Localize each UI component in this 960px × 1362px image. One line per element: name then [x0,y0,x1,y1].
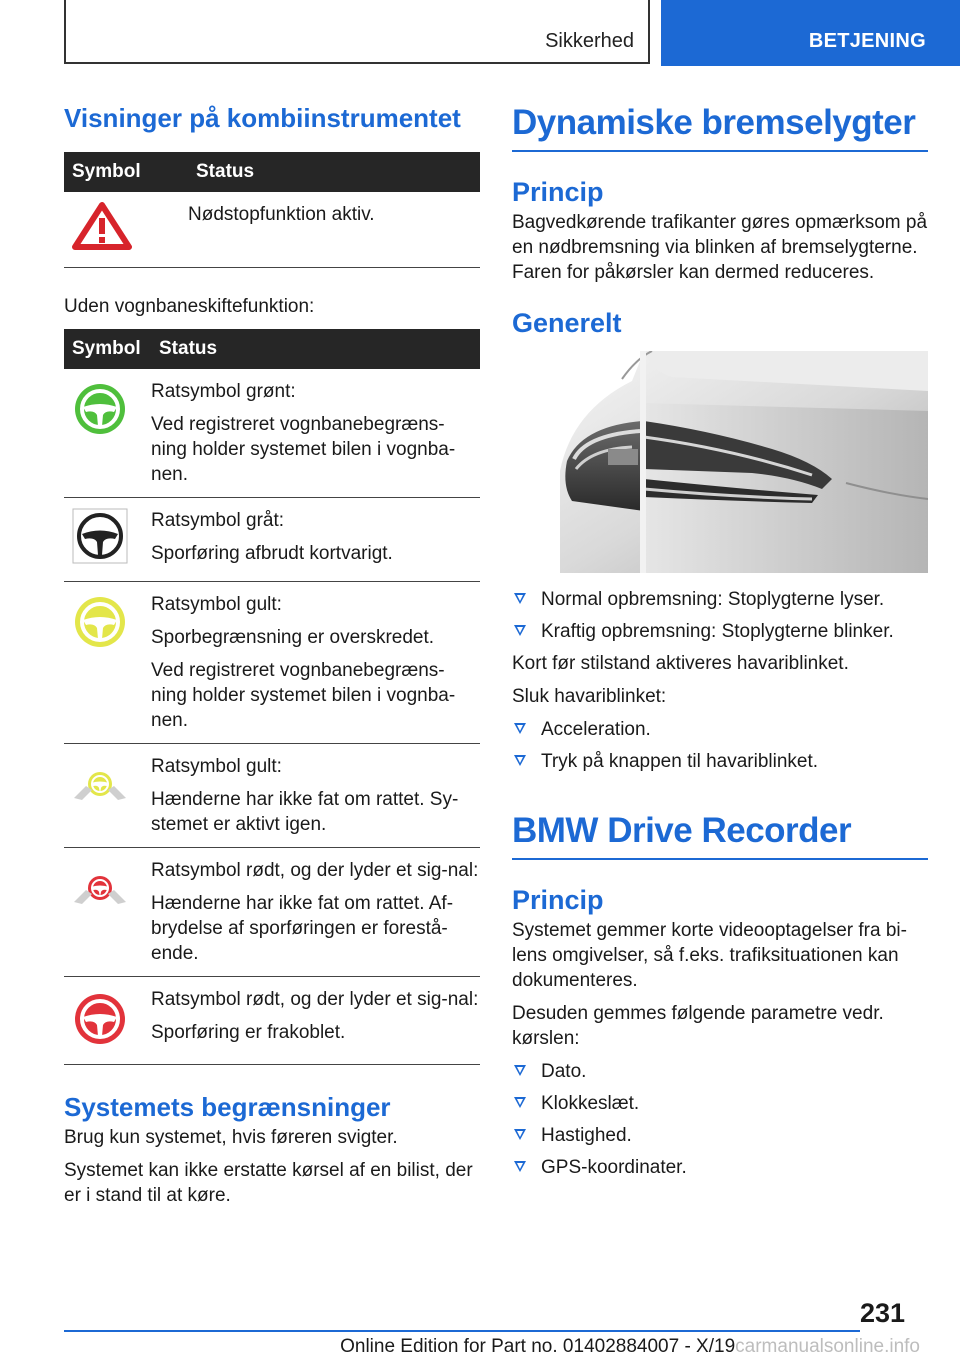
right-column [512,100,928,1187]
subsection-title-general: Generelt [512,308,622,338]
triangle-bullet-icon [514,1161,526,1172]
footer-edition [0,1336,920,1358]
triangle-bullet-icon [514,1129,526,1140]
table-header-row [64,329,480,369]
status-line: Sporføring afbrudt kortvarigt. [151,543,393,564]
hands-on-wheel-yellow-icon [72,760,128,810]
list-item: Klokkeslæt. [512,1091,928,1116]
status-line: Ratsymbol grønt: [151,381,296,402]
symbol-table-1 [64,152,480,268]
footer-divider [64,1330,860,1332]
symbol-cell [64,582,151,744]
footer-watermark: carmanualsonline.info [735,1336,920,1357]
status-cell [151,369,480,498]
list-item: GPS-koordinater. [512,1155,928,1180]
col-header-symbol: Symbol [64,329,151,369]
symbol-cell [64,977,151,1065]
list-item: Hastighed. [512,1123,928,1148]
status-line: Ratsymbol rødt, og der lyder et sig-nal: [151,989,479,1010]
table-row [64,977,480,1065]
status-line: Ved registreret vognbanebegræns-ning holder systemet bilen i vognba-nen. [151,414,456,485]
section-title-dynamic-brake-lights: Dynamiske bremselygter [512,100,928,152]
status-line: Hænderne har ikke fat om rattet. Af-brydelse af sporføringen er forestå-ende. [151,893,454,964]
status-cell [188,192,480,268]
header-chapter-tab [661,0,960,66]
table-row [64,369,480,498]
steering-wheel-red-icon [72,991,128,1047]
status-cell [151,848,480,977]
symbol-table-2 [64,329,480,1065]
list-item: Normal opbremsning: Stoplygterne lyser. [512,587,928,612]
status-line: Sporbegrænsning er overskredet. [151,627,435,648]
list-item: Tryk på knappen til havariblinket. [512,749,928,774]
header-section-label: Sikkerhed [545,30,634,52]
list-item: Kraftig opbremsning: Stoplygterne blinker. [512,619,928,644]
hazard-off-paragraph: Sluk havariblinket: [512,686,667,707]
symbol-cell [64,848,151,977]
symbol-cell [64,192,188,268]
list-item: Acceleration. [512,717,928,742]
status-line: Ved registreret vognbanebegræns-ning holder systemet bilen i vognba-nen. [151,660,456,731]
triangle-bullet-icon [514,723,526,734]
status-cell [151,582,480,744]
steering-wheel-gray-icon [72,508,128,564]
steering-wheel-yellow-icon [72,594,128,650]
col-header-status: Status [151,329,480,369]
subsection-title-principle: Princip [512,177,604,207]
status-cell [151,744,480,848]
status-line: Ratsymbol gråt: [151,510,285,531]
page-header [0,0,960,66]
status-line: Sporføring er frakoblet. [151,1022,346,1043]
status-line: Ratsymbol gult: [151,756,282,777]
page-number: 231 [860,1298,906,1328]
symbol-cell [64,369,151,498]
table-row [64,744,480,848]
principle-paragraph: Bagvedkørende trafikanter gøres opmærksom på en nødbremsning via blinken af bremselygterne. Faren for påkørsler kan dermed reduceres. [512,212,928,283]
brake-bullet-list [512,587,928,644]
table-header-row [64,152,480,192]
symbol-cell [64,744,151,848]
header-chapter-label: BETJENING [808,30,926,52]
limits-paragraph-2: Systemet kan ikke erstatte kørsel af en bilist, der er i stand til at køre. [64,1160,473,1206]
status-line: Nødstopfunktion aktiv. [188,204,375,225]
status-line: Hænderne har ikke fat om rattet. Sy-stemet er aktivt igen. [151,789,459,835]
triangle-bullet-icon [514,625,526,636]
status-cell [151,977,480,1065]
col-header-symbol: Symbol [64,152,188,192]
list-item: Dato. [512,1059,928,1084]
steering-wheel-green-icon [72,381,128,437]
table-row [64,848,480,977]
footer-edition-text: Online Edition for Part no. 01402884007 - X/19 [340,1336,736,1357]
section-title-drive-recorder: BMW Drive Recorder [512,808,928,860]
status-line: Ratsymbol gult: [151,594,282,615]
table-row [64,582,480,744]
status-cell [151,498,480,582]
recorder-principle-paragraph: Systemet gemmer korte videooptagelser fra bi-lens omgivelser, så f.eks. trafiksituationen kan dokumenteres. [512,920,907,991]
triangle-bullet-icon [514,755,526,766]
section-title-limits: Systemets begrænsninger [64,1092,391,1122]
hazard-off-bullet-list [512,717,928,774]
triangle-bullet-icon [514,593,526,604]
table-row [64,192,480,268]
table-row [64,498,480,582]
hazard-paragraph: Kort før stilstand aktiveres havariblinket. [512,653,849,674]
symbol-cell [64,498,151,582]
hands-on-wheel-red-icon [72,864,128,914]
subsection-title-principle-2: Princip [512,885,604,915]
triangle-bullet-icon [514,1097,526,1108]
header-section-box [64,0,650,64]
warning-triangle-icon [72,202,132,250]
intro-no-lane-change: Uden vognbaneskiftefunktion: [64,296,315,317]
col-header-status: Status [188,152,480,192]
limits-paragraph-1: Brug kun systemet, hvis føreren svigter. [64,1127,398,1148]
recorder-params-list [512,1059,928,1180]
section-title-displays: Visninger på kombiinstrumentet [64,103,461,133]
rear-light-illustration [512,351,928,573]
status-line: Ratsymbol rødt, og der lyder et sig-nal: [151,860,479,881]
recorder-params-paragraph: Desuden gemmes følgende parametre vedr. kørslen: [512,1003,884,1049]
triangle-bullet-icon [514,1065,526,1076]
left-column [64,100,480,1208]
